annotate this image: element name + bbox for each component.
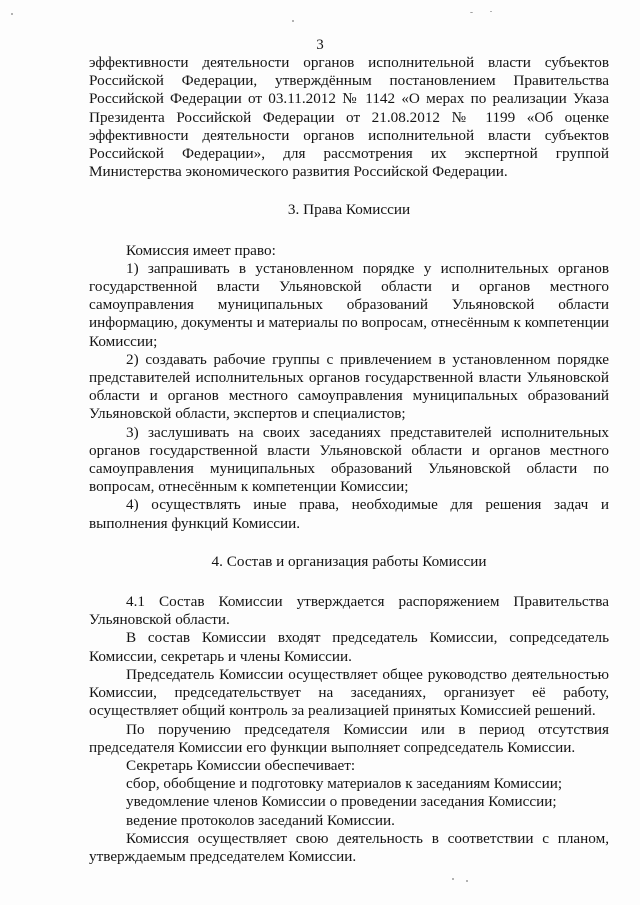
section-3-item: 3) заслушивать на своих заседаниях представителей исполнительных органов государственной власти Ульяновской области и органов местного самоуправления муниципальных образований Ульяновской области по вопросам, отнесённым к компетенции Комиссии;: [89, 423, 609, 496]
page-number: 3: [316, 37, 324, 53]
scan-speck: [292, 20, 294, 22]
section-4-paragraph: Секретарь Комиссии обеспечивает:: [126, 756, 356, 774]
scan-speck: [11, 13, 13, 15]
scan-speck: [470, 12, 473, 13]
intro-paragraph: эффективности деятельности органов исполнительной власти субъектов Российской Федерации, утверждённым постановлением Правительства Российской Федерации от 03.11.2012 № 1142 «О мерах по реализации Указа Президента Российской Федерации от 21.08.2012 № 1199 «Об оценке эффективности деятельности органов исполнительной власти субъектов Российской Федерации», для рассмотрения их экспертной группой Министерства экономического развития Российской Федерации.: [89, 54, 609, 181]
section-4-paragraph: Председатель Комиссии осуществляет общее руководство деятельностью Комиссии, председательствует на заседаниях, организует её работу, осуществляет общий контроль за реализацией принятых Комиссией решений.: [89, 665, 609, 720]
document-body: [89, 54, 609, 866]
section-4-list-item: ведение протоколов заседаний Комиссии.: [126, 811, 395, 829]
section-4-heading: 4. Состав и организация работы Комиссии: [211, 552, 487, 570]
section-3-item: 2) создавать рабочие группы с привлечением в установленном порядке представителей исполнительных органов государственной власти Ульяновской области и органов местного самоуправления муниципальных образований Ульяновской области, экспертов и специалистов;: [89, 350, 609, 423]
section-3-item: 4) осуществлять иные права, необходимые для решения задач и выполнения функций Комиссии.: [89, 496, 609, 532]
section-3-heading: 3. Права Комиссии: [287, 201, 411, 219]
section-4-list-item: сбор, обобщение и подготовку материалов к заседаниям Комиссии;: [126, 775, 563, 793]
scan-speck: [490, 11, 492, 12]
scan-speck: [452, 878, 454, 880]
section-4-paragraph: В состав Комиссии входят председатель Комиссии, сопредседатель Комиссии, секретарь и члены Комиссии.: [89, 629, 609, 665]
section-3-lead: Комиссия имеет право:: [126, 241, 276, 259]
scan-speck: [466, 880, 468, 882]
section-4-paragraph: Комиссия осуществляет свою деятельность в соответствии с планом, утверждаемым председателем Комиссии.: [89, 829, 609, 865]
section-4-paragraph: 4.1 Состав Комиссии утверждается распоряжением Правительства Ульяновской области.: [89, 593, 609, 629]
section-4-list-item: уведомление членов Комиссии о проведении заседания Комиссии;: [126, 793, 557, 811]
section-4-paragraph: По поручению председателя Комиссии или в период отсутствия председателя Комиссии его функции выполняет сопредседатель Комиссии.: [89, 720, 609, 756]
section-3-item: 1) запрашивать в установленном порядке у исполнительных органов государственной власти Ульяновской области и органов местного самоуправления муниципальных образований Ульяновской области информацию, документы и материалы по вопросам, отнесённым к компетенции Комиссии;: [89, 259, 609, 350]
